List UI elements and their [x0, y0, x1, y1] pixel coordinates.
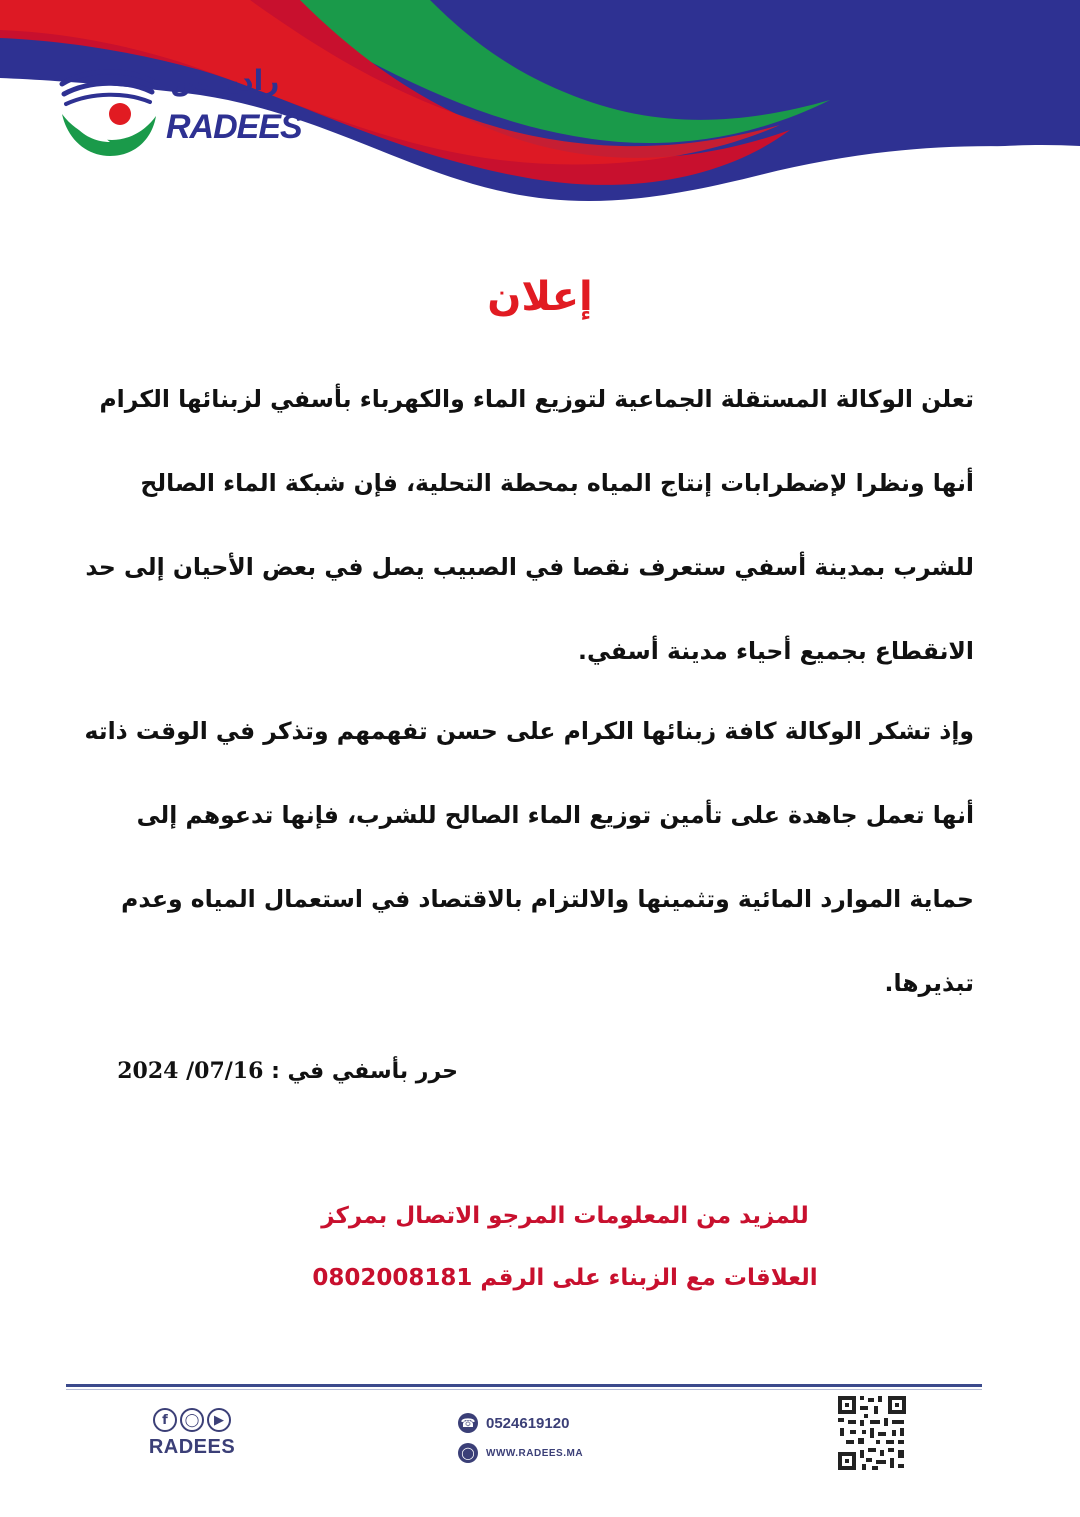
footer-divider [66, 1384, 982, 1387]
footer-website[interactable]: WWW.RADEES.MA [486, 1447, 584, 1459]
notice-title: إعلان [487, 274, 593, 320]
notice-line: وإذ تشكر الوكالة كافة زبنائها الكرام على حسن تفهمهم وتذكر في الوقت ذاته [84, 717, 974, 745]
logo-latin-name: RADEES [166, 108, 302, 146]
notice-body [84, 374, 974, 1042]
notice-line: أنها ونظرا لإضطرابات إنتاج المياه بمحطة التحلية، فإن شبكة الماء الصالح [140, 469, 974, 497]
footer-social [147, 1408, 237, 1459]
contact-line-2: العلاقات مع الزبناء على الرقم 0802008181 [312, 1265, 818, 1291]
youtube-icon[interactable]: ▶ [207, 1408, 231, 1432]
signature-date-line [118, 1058, 458, 1084]
instagram-icon[interactable]: ◯ [180, 1408, 204, 1432]
footer-brand: RADEES [148, 1436, 236, 1458]
globe-icon: ◯ [458, 1443, 478, 1463]
notice-line: تبذيرها. [884, 969, 974, 997]
footer-phone[interactable]: 0524619120 [486, 1414, 570, 1432]
logo-arabic-name: راديــس [170, 64, 280, 97]
signature-prefix: حرر بأسفي في : [271, 1059, 458, 1084]
phone-icon: ☎ [458, 1413, 478, 1433]
footer-contact-info [458, 1408, 583, 1468]
notice-line: للشرب بمدينة أسفي ستعرف نقصا في الصبيب يصل في بعض الأحيان إلى حد [85, 553, 974, 581]
notice-line: الانقطاع بجميع أحياء مدينة أسفي. [578, 637, 974, 665]
qr-code-icon [836, 1394, 908, 1472]
footer-divider-thin [66, 1389, 982, 1390]
signature-date: 2024 /07/16 [117, 1058, 264, 1084]
contact-line-1: للمزيد من المعلومات المرجو الاتصال بمركز [321, 1203, 809, 1229]
radees-logo [58, 56, 302, 166]
notice-line: حماية الموارد المائية وتثمينها والالتزام بالاقتصاد في استعمال المياه وعدم [121, 885, 974, 913]
notice-line: أنها تعمل جاهدة على تأمين توزيع الماء الصالح للشرب، فإنها تدعوهم إلى [136, 801, 974, 829]
notice-line: تعلن الوكالة المستقلة الجماعية لتوزيع الماء والكهرباء بأسفي لزبنائها الكرام [99, 385, 974, 413]
radees-logo-mark-icon [58, 56, 158, 161]
facebook-icon[interactable]: f [153, 1408, 177, 1432]
